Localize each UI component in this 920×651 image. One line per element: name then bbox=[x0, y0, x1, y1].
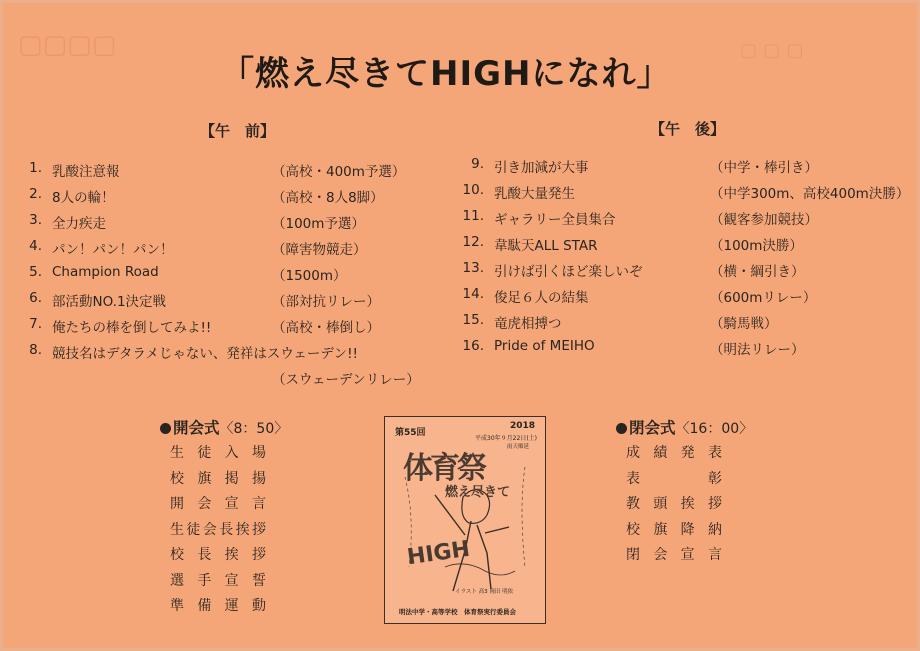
program-item bbox=[18, 238, 458, 262]
program-item bbox=[460, 208, 910, 232]
ceremony-item bbox=[626, 493, 722, 513]
bullet-icon bbox=[616, 423, 627, 434]
program-item-name: 全力疾走 bbox=[52, 216, 106, 232]
program-item-detail: （障害物競走） bbox=[272, 242, 367, 258]
program-item-name: ギャラリー全員集合 bbox=[494, 212, 616, 228]
opening-ceremony-heading bbox=[160, 416, 320, 438]
poster-high-text: HIGH bbox=[405, 536, 472, 571]
afternoon-program-list bbox=[460, 156, 910, 366]
program-item bbox=[460, 260, 910, 284]
program-item bbox=[460, 156, 910, 180]
program-item-detail: （高校・8人8脚） bbox=[272, 190, 384, 206]
program-item-number: 6. bbox=[29, 290, 42, 306]
program-item-detail: （100m予選） bbox=[272, 216, 365, 232]
closing-ceremony-time: 〈16：00〉 bbox=[675, 421, 754, 437]
program-item-detail: （観客参加競技） bbox=[710, 212, 818, 228]
poster-thumbnail bbox=[384, 416, 546, 624]
program-item-name: 部活動NO.1決定戦 bbox=[52, 294, 167, 310]
program-item-number: 5. bbox=[29, 264, 42, 280]
program-item bbox=[460, 182, 910, 206]
program-item bbox=[18, 316, 458, 340]
ceremony-item-label: 生徒会長挨拶 bbox=[170, 521, 266, 538]
ceremony-item bbox=[170, 570, 266, 590]
opening-ceremony-time: 〈8：50〉 bbox=[219, 421, 289, 437]
bleed-through-decoration: ▢▢▢▢ bbox=[18, 30, 117, 60]
program-item-detail: （横・綱引き） bbox=[710, 264, 805, 280]
program-item bbox=[18, 264, 458, 288]
ceremony-item bbox=[626, 544, 722, 564]
program-item-detail: （部対抗リレー） bbox=[272, 294, 380, 310]
program-item-name: 竜虎相搏つ bbox=[494, 316, 562, 332]
program-item bbox=[460, 338, 910, 362]
opening-ceremony bbox=[160, 416, 320, 616]
closing-ceremony-title: 閉会式 bbox=[629, 419, 676, 437]
program-item-name: 乳酸大量発生 bbox=[494, 186, 575, 202]
program-item-detail: （高校・棒倒し） bbox=[272, 320, 380, 336]
program-item-number: 4. bbox=[29, 238, 42, 254]
ceremony-item bbox=[170, 595, 266, 615]
program-item-detail: （中学・棒引き） bbox=[710, 160, 818, 176]
ceremony-item-label: 校旗掲揚 bbox=[170, 470, 266, 487]
program-item-detail: （明法リレー） bbox=[710, 342, 805, 358]
program-item-name: 8人の輪！ bbox=[52, 190, 115, 206]
poster-credit: イラスト 高3 岡田 明依 bbox=[455, 589, 514, 595]
program-item-number: 3. bbox=[29, 212, 42, 228]
ceremony-item-label: 校旗降納 bbox=[626, 521, 722, 538]
ceremony-item-label: 選手宣誓 bbox=[170, 572, 266, 589]
program-item-detail: （スウェーデンリレー） bbox=[272, 372, 420, 388]
program-item-number: 9. bbox=[471, 156, 484, 172]
program-item bbox=[18, 160, 458, 184]
poster-date: 平成30年９月22日(土) bbox=[475, 435, 537, 442]
ceremony-item bbox=[170, 493, 266, 513]
program-item-number: 13. bbox=[462, 260, 484, 276]
program-item bbox=[460, 234, 910, 258]
morning-heading: 【午 前】 bbox=[200, 122, 276, 140]
program-item-number: 11. bbox=[462, 208, 484, 224]
program-item bbox=[18, 342, 458, 388]
program-item-name: パン！パン！パン！ bbox=[52, 242, 174, 258]
program-item-detail: （高校・400m予選） bbox=[272, 164, 406, 180]
poster-big-title: 体育祭 bbox=[403, 451, 484, 486]
ceremony-item-label: 教頭挨拶 bbox=[626, 496, 722, 512]
ceremony-item bbox=[170, 442, 266, 462]
program-item-number: 10. bbox=[462, 182, 484, 198]
program-item-name: 韋駄天ALL STAR bbox=[494, 238, 598, 254]
poster-subtitle: 燃え尽きて bbox=[445, 485, 511, 500]
poster-edition: 第55回 bbox=[395, 428, 426, 438]
program-item-detail: （中学300m、高校400m決勝） bbox=[710, 186, 910, 202]
program-item bbox=[460, 286, 910, 310]
program-item bbox=[460, 312, 910, 336]
ceremony-item-label: 閉会宣言 bbox=[626, 547, 722, 563]
ceremony-item-label: 成績発表 bbox=[626, 445, 722, 461]
ceremony-item bbox=[626, 519, 722, 539]
program-item-name: 引き加減が大事 bbox=[494, 160, 589, 176]
program-item-detail: （騎馬戦） bbox=[710, 316, 778, 332]
closing-ceremony bbox=[616, 416, 786, 576]
program-item-number: 14. bbox=[462, 286, 484, 302]
ceremony-item bbox=[170, 468, 266, 488]
ceremony-item-label: 生徒入場 bbox=[170, 445, 266, 461]
program-item-detail: （1500m） bbox=[272, 268, 347, 284]
morning-program-list bbox=[18, 160, 458, 390]
poster-year: 2018 bbox=[509, 421, 535, 431]
program-item bbox=[18, 212, 458, 236]
program-item-number: 12. bbox=[462, 234, 484, 250]
program-item-name: Pride of MEIHO bbox=[494, 338, 595, 354]
program-item-name: 引けば引くほど楽しいぞ bbox=[494, 264, 643, 280]
ceremony-item bbox=[626, 468, 722, 488]
ceremony-item bbox=[170, 519, 266, 539]
ceremony-item bbox=[626, 442, 722, 462]
poster-organizer: 明法中学・高等学校 体育祭実行委員会 bbox=[399, 608, 516, 616]
closing-ceremony-heading bbox=[616, 416, 786, 438]
program-item bbox=[18, 290, 458, 314]
program-item-name: 俊足６人の結集 bbox=[494, 290, 589, 306]
opening-ceremony-title: 開会式 bbox=[173, 419, 220, 437]
program-item-name: 乳酸注意報 bbox=[52, 164, 120, 180]
poster-note: 雨天順延 bbox=[506, 444, 529, 450]
ceremony-item-label: 開会宣言 bbox=[170, 496, 266, 512]
page-title: 「燃え尽きてHIGHになれ」 bbox=[220, 54, 672, 94]
program-item-number: 1. bbox=[29, 160, 42, 176]
program-item-name: 競技名はデタラメじゃない、発祥はスウェーデン!! bbox=[52, 346, 358, 362]
bleed-through-decoration: ▢ ▢ ▢ bbox=[740, 40, 804, 61]
program-item-number: 7. bbox=[29, 316, 42, 332]
program-item-name: Champion Road bbox=[52, 264, 159, 280]
program-item-number: 15. bbox=[462, 312, 484, 328]
program-item-number: 8. bbox=[29, 342, 42, 358]
bullet-icon bbox=[160, 423, 171, 434]
program-item-number: 16. bbox=[462, 338, 484, 354]
ceremony-item-label: 表彰 bbox=[626, 470, 722, 487]
program-item-number: 2. bbox=[29, 186, 42, 202]
afternoon-heading: 【午 後】 bbox=[650, 120, 726, 138]
ceremony-item bbox=[170, 544, 266, 564]
program-item-detail: （600mリレー） bbox=[710, 290, 817, 306]
program-item-detail: （100m決勝） bbox=[710, 238, 803, 254]
program-item bbox=[18, 186, 458, 210]
ceremony-item-label: 校長挨拶 bbox=[170, 547, 266, 563]
program-item-name: 俺たちの棒を倒してみよ!! bbox=[52, 320, 212, 336]
ceremony-item-label: 準備運動 bbox=[170, 598, 266, 614]
